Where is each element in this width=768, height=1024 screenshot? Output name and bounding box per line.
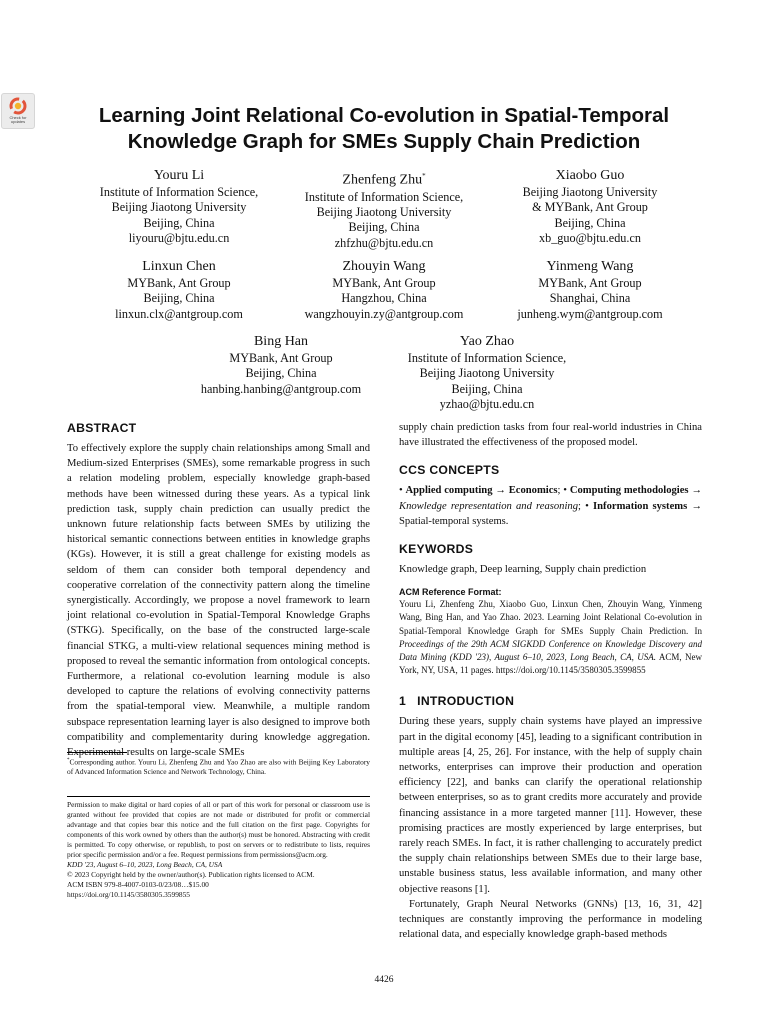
author-affiliation: MYBank, Ant Group bbox=[332, 276, 436, 290]
abstract-text: To effectively explore the supply chain relationships among Small and Medium-sized Enterprises (SMEs), some remarkable progress in such a relation modeling problem, especially knowledge graph-based methods have been witnessed during these years. As a typical link prediction task, supply chain prediction can usually predict the unknown future relationship facts between SMEs by utilizing the historical semantic connections between entities in knowledge graphs (KGs). However, it is still a great challenge for existing models as seldom of them can consider both temporal dependency and cooperative correlation of the connectivity pattern along the timeline synergistically. Accordingly, we propose a novel framework to learn joint relational co-evolution in Spatial-Temporal Knowledge Graphs (STKG). Specifically, on the base of the constructed large-scale financial STKG, a multi-view relational sequences mining method is proposed to reveal the semantic information from ontological concepts. Furthermore, a relational co-evolution learning module is also developed to capture the relations of evolving connectivity patterns from the spatial-temporal view. Meanwhile, a multiple random subspace representation learning layer is also designed to improve both compatibility and complementarity during knowledge aggregation. Experimental results on large-scale SMEs bbox=[67, 443, 370, 759]
author-email: junheng.wym@antgroup.com bbox=[517, 306, 663, 321]
acm-reference-label: ACM Reference Format: bbox=[399, 587, 502, 598]
keywords-text: Knowledge graph, Deep learning, Supply chain prediction bbox=[399, 564, 647, 576]
ccs-heading: CCS CONCEPTS bbox=[399, 463, 500, 478]
author-block bbox=[161, 333, 401, 397]
footnote-divider bbox=[67, 752, 127, 753]
left-column bbox=[67, 420, 370, 760]
author-email: hanbing.hanbing@antgroup.com bbox=[200, 381, 362, 396]
author-email: zhfzhu@bjtu.edu.cn bbox=[334, 235, 434, 250]
permission-text: Permission to make digital or hard copies of all or part of this work for personal or classroom use is granted without fee provided that copies are not made or distributed for profit or commercial advantage and that copies bear this notice and the full citation on the first page. Copyrights for components of this work owned by others than the author(s) must be honored. Abstracting with credit is permitted. To copy otherwise, or republish, to post on servers or to redistribute to lists, requires prior specific permission and/or a fee. Request permissions from permissions@acm.org. bbox=[67, 800, 370, 859]
author-location: Beijing, China bbox=[143, 215, 215, 230]
badge-label: Check for updates bbox=[9, 115, 27, 124]
author-email: wangzhouyin.zy@antgroup.com bbox=[304, 306, 464, 321]
author-affiliation: Institute of Information Science, bbox=[407, 351, 567, 365]
author-location: Beijing, China bbox=[554, 215, 626, 230]
abstract-heading: ABSTRACT bbox=[67, 421, 137, 435]
isbn: ACM ISBN 979-8-4007-0103-0/23/08…$15.00 bbox=[67, 880, 209, 889]
author-name: Yao Zhao bbox=[459, 334, 515, 349]
author-affiliation: MYBank, Ant Group bbox=[229, 351, 333, 365]
author-location: Beijing, China bbox=[245, 366, 317, 381]
author-location: Beijing, China bbox=[143, 291, 215, 306]
author-affiliation: & MYBank, Ant Group bbox=[532, 200, 648, 215]
author-block bbox=[59, 258, 299, 322]
author-location: Hangzhou, China bbox=[341, 291, 427, 306]
author-name: Yinmeng Wang bbox=[546, 259, 634, 274]
title-line-2: Knowledge Graph for SMEs Supply Chain Prediction bbox=[127, 130, 641, 153]
keywords-heading: KEYWORDS bbox=[399, 542, 474, 557]
author-name: Zhenfeng Zhu* bbox=[342, 172, 426, 188]
corresponding-author-mark: * bbox=[422, 172, 426, 180]
author-affiliation: MYBank, Ant Group bbox=[127, 276, 231, 290]
check-for-updates-icon bbox=[9, 97, 27, 115]
permission-block bbox=[67, 800, 370, 900]
author-email: xb_guo@bjtu.edu.cn bbox=[539, 231, 641, 246]
footnote-mark: * bbox=[67, 758, 70, 763]
footnote bbox=[67, 756, 370, 777]
author-email: linxun.clx@antgroup.com bbox=[115, 306, 243, 321]
author-name: Zhouyin Wang bbox=[342, 259, 426, 274]
author-affiliation: MYBank, Ant Group bbox=[538, 276, 642, 290]
footnote-text: Corresponding author. Youru Li, Zhenfeng Zhu and Yao Zhao are also with Beijing Key Laboratory of Advanced Information Science and Network Technology, China. bbox=[67, 757, 370, 777]
right-column bbox=[399, 420, 702, 942]
author-block bbox=[59, 167, 299, 247]
intro-paragraph-1: During these years, supply chain systems have played an impressive part in the digital economy [45], leading to a significant contribution in multiple areas [4, 25, 26]. For instance, with the help of supply chain networks, enterprises can improve their production and operation efficiency [22], and banks can clarify the operational relationship between enterprises, so as to grant credits more accurately and provide financing assistance in a more targeted manner [11]. However, these promising practices are mostly experienced by large enterprises, but rarely reach SMEs. In fact, it is rather challenging to accurately predict the supply chain relationships between SMEs due to their large base, unstable business status, less available information, and many other objective reasons [1]. bbox=[399, 716, 702, 895]
author-name: Youru Li bbox=[153, 168, 205, 183]
doi-link[interactable]: https://doi.org/10.1145/3580305.3599855 bbox=[67, 890, 190, 899]
author-affiliation: Beijing Jiaotong University bbox=[522, 185, 658, 199]
page-number: 4426 bbox=[374, 975, 394, 985]
check-for-updates-badge[interactable] bbox=[1, 93, 35, 129]
author-block bbox=[470, 258, 710, 322]
introduction-heading: 1 INTRODUCTION bbox=[399, 694, 515, 709]
author-block bbox=[470, 167, 710, 247]
author-block bbox=[367, 333, 607, 413]
author-affiliation: Beijing Jiaotong University bbox=[316, 205, 452, 220]
copyright-notice: © 2023 Copyright held by the owner/author(s). Publication rights licensed to ACM. bbox=[67, 870, 315, 879]
title-line-1: Learning Joint Relational Co-evolution in Spatial-Temporal bbox=[98, 104, 670, 127]
author-affiliation: Institute of Information Science, bbox=[99, 185, 259, 199]
acm-reference-text: Youru Li, Zhenfeng Zhu, Xiaobo Guo, Linxun Chen, Zhouyin Wang, Yinmeng Wang, Bing Han, and Yao Zhao. 2023. Learning Joint Relational Co-evolution in Spatial-Temporal Knowledge Graph for SMEs Supply Chain Prediction. In Proceedings of the 29th ACM SIGKDD Conference on Knowledge Discovery and Data Mining (KDD '23), August 6–10, 2023, Long Beach, CA, USA. ACM, New York, NY, USA, 11 pages. https://doi.org/10.1145/3580305.3599855 bbox=[399, 599, 702, 676]
author-name: Linxun Chen bbox=[142, 259, 216, 274]
permission-divider bbox=[67, 796, 370, 797]
author-email: liyouru@bjtu.edu.cn bbox=[128, 231, 230, 246]
author-location: Beijing, China bbox=[348, 220, 420, 235]
paper-title bbox=[60, 103, 708, 155]
author-affiliation: Beijing Jiaotong University bbox=[111, 200, 247, 215]
ccs-concepts: • Applied computing → Economics; • Computing methodologies → Knowledge representation and reasoning; • Information systems → Spatial-temporal systems. bbox=[399, 485, 702, 527]
author-name: Bing Han bbox=[253, 334, 309, 349]
author-location: Shanghai, China bbox=[549, 291, 631, 306]
abstract-continuation: supply chain prediction tasks from four real-world industries in China have illustrated the effectiveness of the proposed model. bbox=[399, 422, 702, 449]
intro-paragraph-2: Fortunately, Graph Neural Networks (GNNs) [13, 16, 31, 42] techniques are constantly improving the performance in modeling relational data, and especially knowledge graph-based methods bbox=[399, 898, 702, 941]
conference-venue: KDD '23, August 6–10, 2023, Long Beach, CA, USA bbox=[67, 860, 223, 869]
author-block bbox=[264, 258, 504, 322]
author-block bbox=[264, 167, 504, 251]
author-name: Xiaobo Guo bbox=[555, 168, 625, 183]
author-email: yzhao@bjtu.edu.cn bbox=[439, 397, 535, 412]
author-location: Beijing, China bbox=[451, 381, 523, 396]
author-affiliation: Beijing Jiaotong University bbox=[419, 366, 555, 381]
author-affiliation: Institute of Information Science, bbox=[304, 189, 464, 204]
